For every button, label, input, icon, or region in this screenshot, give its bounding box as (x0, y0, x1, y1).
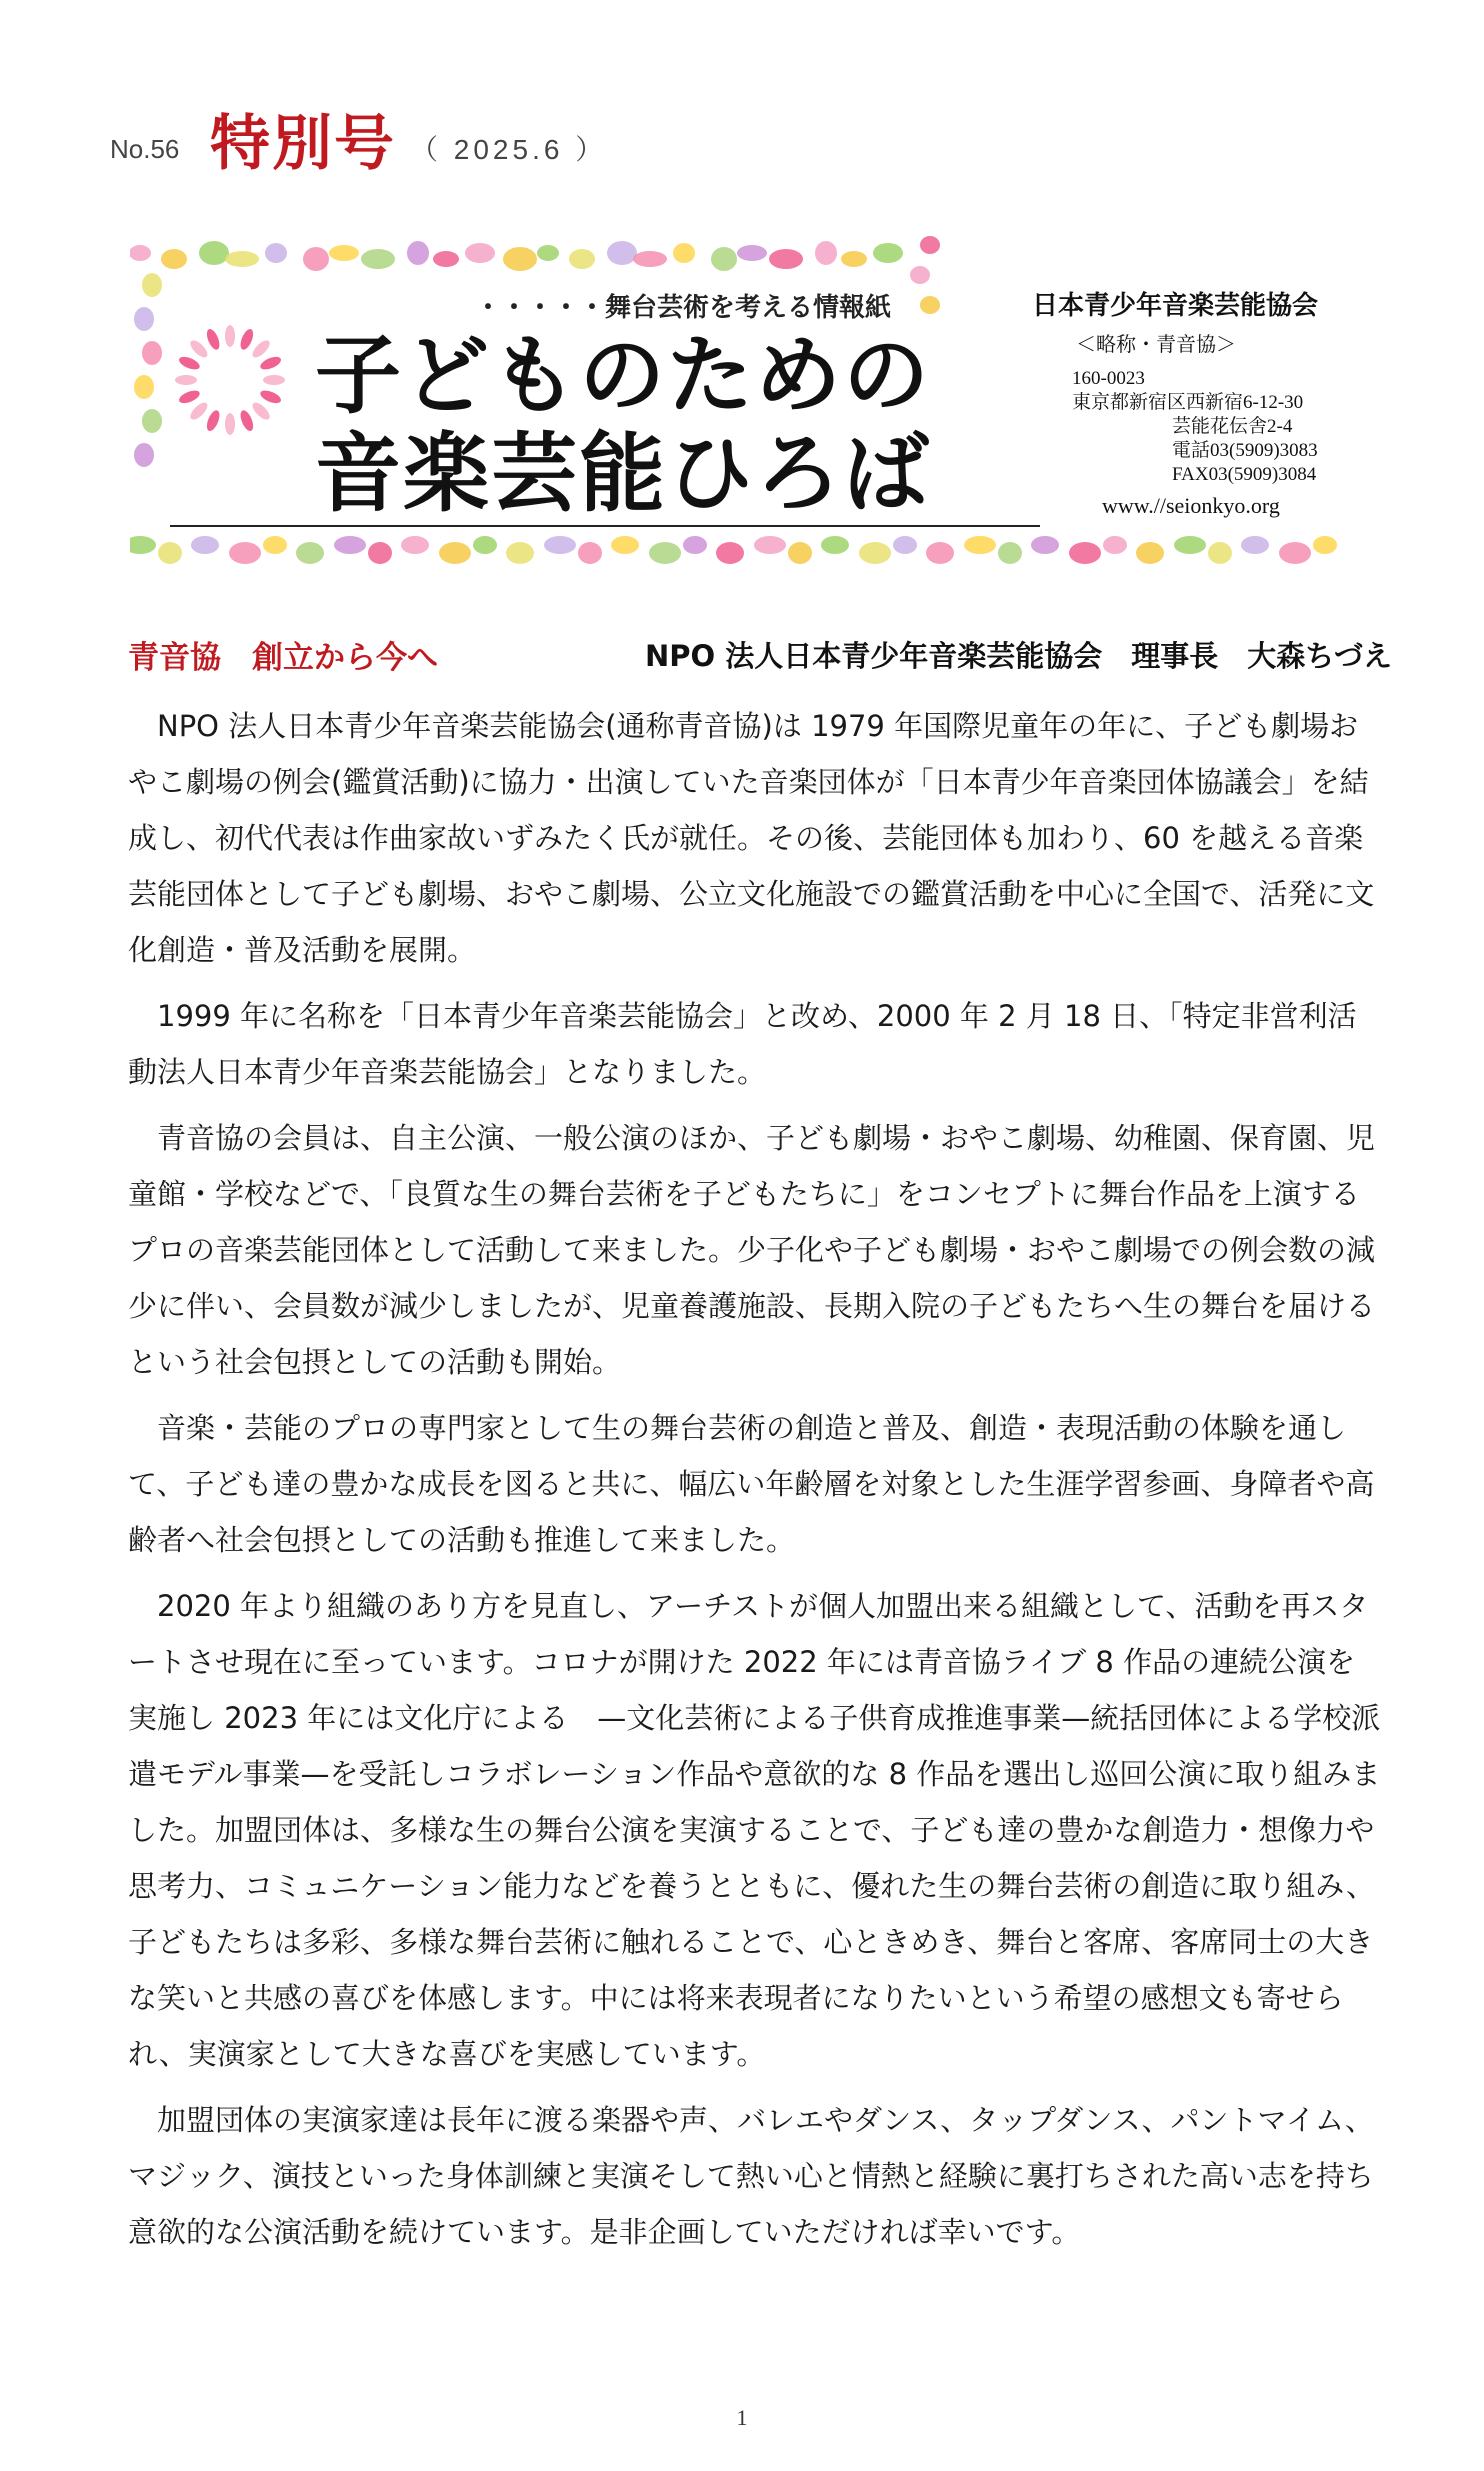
starburst-petal (177, 388, 201, 406)
decorative-dot (1069, 542, 1101, 564)
decorative-dot (926, 542, 954, 564)
paragraph: NPO 法人日本青少年音楽芸能協会(通称青音協)は 1979 年国際児童年の年に、子ども劇場おやこ劇場の例会(鑑賞活動)に協力・出演していた音楽団体が「日本青少年音楽団体協議会」を結成し、初代代表は作曲家故いずみたく氏が就任。その後、芸能団体も加わり、60 を越える音楽芸能団体として子ども劇場、おやこ劇場、公立文化施設での鑑賞活動を中心に全国で、活発に文化創造・普及活動を展開。 (128, 709, 1375, 967)
decorative-dot (716, 542, 744, 564)
starburst-petal (188, 400, 211, 423)
decorative-dot (142, 409, 162, 433)
paragraph: 音楽・芸能のプロの専門家として生の舞台芸術の創造と普及、創造・表現活動の体験を通して、子ども達の豊かな成長を図ると共に、幅広い年齢層を対象とした生涯学習参画、身障者や高齢者へ社会包摂としての活動も推進して来ました。 (128, 1411, 1375, 1557)
decorative-dot (815, 241, 837, 265)
decorative-dot (607, 241, 637, 265)
decorative-dot (920, 236, 940, 254)
issue-date: （ 2025.6 ） (410, 134, 608, 165)
decorative-dot (368, 542, 392, 564)
paragraph: 2020 年より組織のあり方を見直し、アーチストが個人加盟出来る組織として、活動を再スタートさせ現在に至っています。コロナが開けた 2022 年には青音協ライブ 8 作品の連続公演を実施し 2023 年には文化庁による —文化芸術による子供育成推進事業—統括団体による学校派遣モデル事業—を受託しコラボレーション作品や意欲的な 8 作品を選出し巡回公演に取り組みました。加盟団体は、多様な生の舞台公演を実演することで、子ども達の豊かな創造力・想像力や思考力、コミュニケーション能力などを養うとともに、優れた生の舞台芸術の創造に取り組み、子どもたちは多彩、多様な舞台芸術に触れることで、心ときめき、舞台と客席、客席同士の大きな笑いと共感の喜びを体感します。中には将来表現者になりたいという希望の感想文も寄せられ、実演家として大きな喜びを実感しています。 (128, 1589, 1381, 2071)
decorative-dot (361, 249, 395, 269)
decorative-dot (134, 443, 154, 467)
decorative-dot (265, 243, 287, 263)
decorative-dot (920, 296, 940, 314)
paragraph: 青音協の会員は、自主公演、一般公演のほか、子ども劇場・おやこ劇場、幼稚園、保育園、児童館・学校などで、「良質な生の舞台芸術を子どもたちに」をコンセプトに舞台作品を上演するプロの音楽芸能団体として活動して来ました。少子化や子ども劇場・おやこ劇場での例会数の減少に伴い、会員数が減少しましたが、児童養護施設、長期入院の子どもたちへ生の舞台を届けるという社会包摂としての活動も開始。 (128, 1121, 1376, 1379)
decorative-dot (769, 249, 803, 269)
decorative-dot (303, 247, 329, 271)
title-line-1: 子どものための (315, 326, 931, 426)
decorative-dot (569, 249, 595, 269)
decorative-dot (754, 536, 786, 554)
decorative-dot (263, 536, 287, 554)
decorative-dot (998, 542, 1022, 564)
decorative-dot (506, 542, 534, 564)
decorative-dot (964, 536, 996, 554)
telephone: 電話03(5909)3083 (1172, 440, 1318, 461)
org-address (1072, 367, 1372, 487)
tagline: ・・・・・舞台芸術を考える情報紙 (475, 293, 892, 323)
decorative-dot (910, 266, 930, 284)
starburst-petal (250, 400, 273, 423)
decorative-dot (683, 536, 707, 554)
address-line-1: 東京都新宿区西新宿6-12-30 (1072, 392, 1304, 413)
starburst-petal (177, 354, 201, 372)
special-issue-label: 特別号 (210, 109, 396, 179)
decorative-dot (134, 375, 154, 399)
article-title: 青音協 創立から今へ (128, 640, 438, 676)
decorative-dot (329, 245, 359, 261)
decorative-dot (229, 542, 261, 564)
article-byline: NPO 法人日本青少年音楽芸能協会 理事長 大森ちづえ (645, 639, 1392, 673)
decorative-dot (578, 542, 602, 564)
decorative-dot (439, 542, 471, 564)
masthead (130, 225, 1360, 570)
decorative-dot (1031, 536, 1059, 554)
decorative-dot (1279, 542, 1311, 564)
issue-number: No.56 (110, 134, 180, 164)
decorative-dot (199, 241, 229, 265)
starburst-petal (250, 338, 273, 361)
starburst-petal (204, 327, 222, 351)
decorative-dot (130, 536, 156, 554)
decorative-dot (873, 243, 903, 263)
paragraph: 1999 年に名称を「日本青少年音楽芸能協会」と改め、2000 年 2 月 18 日、「特定非営利活動法人日本青少年音楽芸能協会」となりました。 (128, 999, 1357, 1089)
decorative-dot (1103, 536, 1127, 554)
decorative-dot (537, 245, 559, 261)
starburst-petal (263, 375, 285, 385)
decorative-dot (1313, 536, 1337, 554)
decorative-dot (859, 542, 891, 564)
starburst-petal (238, 409, 256, 433)
decorative-dot (225, 251, 259, 267)
postal-code: 160-0023 (1072, 368, 1145, 389)
decorative-dot (737, 245, 767, 261)
address-line-2: 芸能花伝舎2-4 (1172, 416, 1293, 437)
starburst-petal (259, 388, 283, 406)
decorative-dot (334, 536, 366, 554)
decorative-dot (1241, 536, 1269, 554)
starburst-petal (259, 354, 283, 372)
title-line-2: 音楽芸能ひろば (315, 424, 931, 524)
decorative-dot (473, 536, 497, 554)
decorative-dot (841, 251, 867, 267)
decorative-dot (407, 241, 429, 265)
decorative-dot (673, 243, 695, 263)
decorative-dot (296, 542, 324, 564)
article-body (128, 698, 1384, 2270)
page-number: 1 (736, 2405, 748, 2430)
starburst-petal (175, 375, 197, 385)
starburst-petal (188, 338, 211, 361)
decorative-dot (711, 247, 737, 271)
decorative-dot (1174, 536, 1206, 554)
decorative-dot (788, 542, 812, 564)
starburst-petal (204, 409, 222, 433)
decorative-dot (503, 247, 537, 271)
org-name: 日本青少年音楽芸能協会 (1032, 291, 1319, 321)
decorative-dot (611, 536, 639, 554)
decorative-dot (544, 536, 576, 554)
title-rule (170, 525, 1040, 527)
org-abbreviation: ＜略称・青音協＞ (1076, 334, 1236, 356)
decorative-dot (158, 542, 182, 564)
organization-info (1032, 285, 1372, 519)
paragraph: 加盟団体の実演家達は長年に渡る楽器や声、バレエやダンス、タップダンス、パントマイム、マジック、演技といった身体訓練と実演そして熱い心と情熱と経験に裏打ちされた高い志を持ち意欲的な公演活動を続けています。是非企画していただければ幸いです。 (128, 2103, 1374, 2249)
fax: FAX03(5909)3084 (1172, 464, 1317, 485)
decorative-dot (633, 251, 667, 267)
website-link[interactable]: www.//seionkyo.org (1102, 493, 1280, 518)
decorative-dot (433, 251, 459, 267)
decorative-dot (142, 341, 162, 365)
decorative-dot (161, 249, 187, 269)
decorative-dot (1208, 542, 1232, 564)
starburst-petal (225, 325, 235, 347)
decorative-dot (1136, 542, 1164, 564)
starburst-petal (225, 413, 235, 435)
decorative-dot (130, 245, 151, 261)
starburst-petal (238, 327, 256, 351)
decorative-dot (893, 536, 917, 554)
decorative-dot (649, 542, 681, 564)
article-heading (128, 632, 1392, 676)
decorative-dot (191, 536, 219, 554)
decorative-dot (142, 273, 162, 297)
decorative-dot (465, 243, 495, 263)
decorative-dot (134, 307, 154, 331)
decorative-dot (401, 536, 429, 554)
decorative-dot (821, 536, 849, 554)
starburst-icon (160, 310, 300, 450)
newsletter-title (315, 327, 931, 523)
